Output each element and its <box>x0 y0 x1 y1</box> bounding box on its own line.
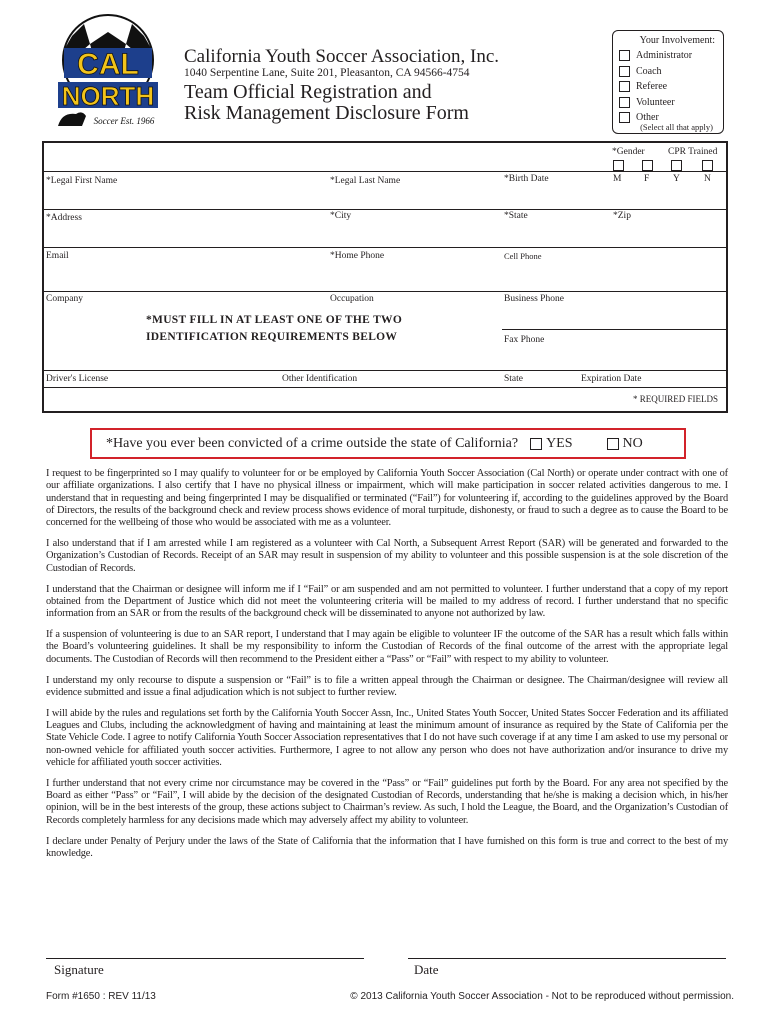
disclosure-text <box>46 468 728 869</box>
conviction-question: *Have you ever been convicted of a crime outside the state of California? <box>106 435 519 451</box>
legal-first-name-field[interactable]: *Legal First Name <box>46 176 118 186</box>
email-field[interactable]: Email <box>46 251 69 261</box>
business-phone-field[interactable]: Business Phone <box>504 294 564 304</box>
company-field[interactable]: Company <box>46 294 83 304</box>
form-title-line2: Risk Management Disclosure Form <box>184 102 469 124</box>
conviction-yes-label: YES <box>546 435 573 451</box>
date-line[interactable] <box>408 958 726 959</box>
expiration-date-field[interactable]: Expiration Date <box>581 374 642 384</box>
row-divider <box>44 247 728 248</box>
involvement-note: (Select all that apply) <box>640 122 713 132</box>
row-divider <box>502 329 728 330</box>
involvement-heading: Your Involvement: <box>639 35 715 46</box>
logo-cal-text: CAL <box>77 48 139 81</box>
row-divider <box>44 370 728 371</box>
checkbox[interactable] <box>619 81 630 92</box>
disclosure-paragraph: I request to be fingerprinted so I may qualify to volunteer for or be employed by California Youth Soccer Association (Cal North) or operate under contract with one of our affiliate organizations. I also certify that I have no physical illness or impairment, which will make participation in soccer related activities dangerous to me. I understand that in requesting and being fingerprinted I may be disqualified or terminated (“Fail”) for volunteering if, according to the guidelines approved by the Board of Directors, the results of the background check and review process shows evidence of moral turpitude, dishonesty, or fraud to such a degree as to cause the Board to be concerned for the wellbeing of those who would be associated with me as a volunteer. <box>46 468 728 529</box>
disclosure-paragraph: I understand my only recourse to dispute a suspension or “Fail” is to file a written appeal through the Chairman or designee. The Chairman/designee will review all evidence submitted and issue a final adjudication which is not subject to further review. <box>46 674 728 698</box>
disclosure-paragraph: I understand that the Chairman or designee will inform me if I “Fail” or am suspended and am not permitted to volunteer. I further understand that a copy of my report obtained from the Department of Justice which did not meet the volunteering criteria will be mailed to my address of record. I further understand that no specific information from an SAR or from the results of the background check will be disseminated to anyone not authorized by law. <box>46 583 728 620</box>
checkbox[interactable] <box>619 112 630 123</box>
conviction-question-box <box>90 428 686 459</box>
disclosure-paragraph: I further understand that not every crime nor circumstance may be covered in the “Pass” or “Fail” guidelines put forth by the Board. For any area not specified by the Board as either “Pass” or “Fail”, I will abide by the decision of the designated Custodian of Records, understanding that he/she is making a decision which, in his/her opinion, will be in the best interests of the group, these actions subject to Chairman’s review. As such, I hold the League, the Board, and the Organization’s Custodian of Records completely harmless for any decisions made which may adversely affect my ability to volunteer. <box>46 777 728 826</box>
birth-date-field[interactable]: *Birth Date <box>504 174 549 184</box>
disclosure-paragraph: I declare under Penalty of Perjury under the laws of the State of California that the information that I have furnished on this form is true and correct to the best of my knowledge. <box>46 835 728 859</box>
form-title <box>184 82 469 124</box>
checkbox[interactable] <box>619 97 630 108</box>
row-divider <box>44 291 728 292</box>
address-field[interactable]: *Address <box>46 213 82 223</box>
disclosure-paragraph: If a suspension of volunteering is due to an SAR report, I understand that I may again be eligible to volunteer IF the outcome of the SAR has a result which falls within the Board’s volunteering guidelines. It shall be my responsibility to inform the Custodian of Records of the final outcome of the arrest with the appropriate legal documents. The Custodian of Records will then recommend to the President either a “Pass” or “Fail” with respect to my ability to volunteer. <box>46 629 728 665</box>
cpr-yes-checkbox[interactable] <box>671 160 682 171</box>
zip-field[interactable]: *Zip <box>613 211 631 221</box>
disclosure-paragraph: I also understand that if I am arrested while I am registered as a volunteer with Cal North, a Subsequent Arrest Report (SAR) will be generated and forwarded to the Organization’s Custodian of Records. Receipt of an SAR may result in suspension of my ability to volunteer and this possible suspension is at the sole discretion of the Custodian of Records. <box>46 538 728 574</box>
cpr-n-label: N <box>704 174 711 184</box>
row-divider <box>44 209 728 210</box>
gender-m-label: M <box>613 174 622 184</box>
conviction-yes-checkbox[interactable] <box>530 438 542 450</box>
bear-icon <box>58 112 86 126</box>
drivers-license-field[interactable]: Driver's License <box>46 374 109 384</box>
involvement-option-volunteer[interactable]: Volunteer <box>619 95 675 109</box>
organization-name: California Youth Soccer Association, Inc. <box>184 46 500 67</box>
conviction-no-checkbox[interactable] <box>607 438 619 450</box>
required-fields-note: * REQUIRED FIELDS <box>633 394 718 404</box>
conviction-no-label: NO <box>622 435 643 451</box>
checkbox[interactable] <box>619 50 630 61</box>
state-field[interactable]: *State <box>504 211 528 221</box>
other-identification-field[interactable]: Other Identification <box>282 374 358 384</box>
cpr-y-label: Y <box>673 174 680 184</box>
cal-north-logo <box>52 14 164 132</box>
gender-m-checkbox[interactable] <box>613 160 624 171</box>
involvement-option-other[interactable]: Other <box>619 110 659 124</box>
home-phone-field[interactable]: *Home Phone <box>330 251 385 261</box>
row-divider <box>44 387 728 388</box>
gender-f-label: F <box>644 174 650 184</box>
organization-address: 1040 Serpentine Lane, Suite 201, Pleasanton, CA 94566-4754 <box>184 67 470 79</box>
copyright-notice: © 2013 California Youth Soccer Association - Not to be reproduced without permission. <box>350 991 734 1002</box>
logo-north-text: NORTH <box>61 81 155 111</box>
registration-box <box>42 141 728 413</box>
date-label: Date <box>414 962 439 977</box>
involvement-option-coach[interactable]: Coach <box>619 64 662 78</box>
involvement-option-referee[interactable]: Referee <box>619 79 667 93</box>
gender-label: *Gender <box>612 147 645 157</box>
row-divider <box>44 171 728 172</box>
cpr-no-checkbox[interactable] <box>702 160 713 171</box>
gender-f-checkbox[interactable] <box>642 160 653 171</box>
involvement-option-administrator[interactable]: Administrator <box>619 48 692 62</box>
checkbox[interactable] <box>619 66 630 77</box>
cpr-label: CPR Trained <box>668 147 718 157</box>
identification-requirement-note: *MUST FILL IN AT LEAST ONE OF THE TWO IDENTIFICATION REQUIREMENTS BELOW <box>146 314 403 343</box>
cell-phone-field[interactable]: Cell Phone <box>504 251 542 261</box>
signature-line[interactable] <box>46 958 364 959</box>
disclosure-paragraph: I will abide by the rules and regulations set forth by the California Youth Soccer Assn, Inc., United States Youth Soccer, United States Soccer Federation and its affiliated Leagues and Clubs, including the acknowledgment of having and maintaining at least the minimum amount of insurance as required by the State of California per the State Vehicle Code. I agree to notify California Youth Soccer Association representatives that I do not have such coverage if at any time I am asked to use my personal or non-owned vehicle for affiliated youth soccer activities. Furthermore, I agree to not allow any person who does not have authorization and/or insurance to drive my vehicle for affiliated youth soccer activities. <box>46 707 728 768</box>
occupation-field[interactable]: Occupation <box>330 294 374 304</box>
involvement-box <box>612 30 724 134</box>
logo-tagline: Soccer Est. 1966 <box>93 116 155 126</box>
signature-label: Signature <box>54 962 104 977</box>
id-state-field[interactable]: State <box>504 374 523 384</box>
form-id: Form #1650 : REV 11/13 <box>46 991 156 1002</box>
form-title-line1: Team Official Registration and <box>184 81 432 103</box>
fax-phone-field[interactable]: Fax Phone <box>504 335 545 345</box>
city-field[interactable]: *City <box>330 211 352 221</box>
legal-last-name-field[interactable]: *Legal Last Name <box>330 176 401 186</box>
